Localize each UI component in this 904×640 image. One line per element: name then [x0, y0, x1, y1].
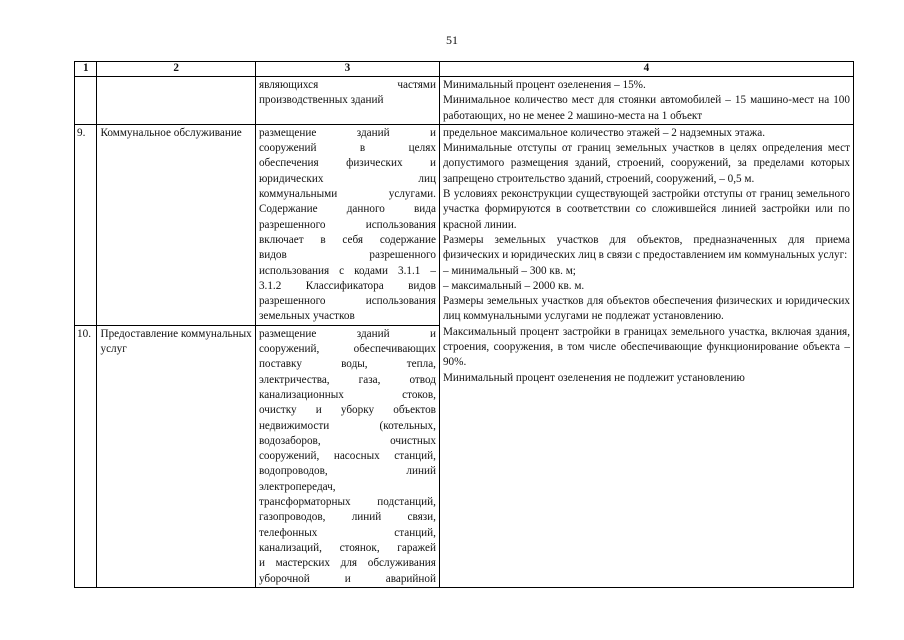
table-row	[75, 77, 854, 125]
parameter-text: Размеры земельных участков для объектов, предназначенных для приема физических и юридических лиц в связи с предоставлением им коммунальных услуг:	[442, 233, 850, 262]
description-line: размещение зданий и	[258, 126, 436, 139]
table-row	[75, 124, 854, 325]
description-line: юридических лиц	[258, 172, 436, 185]
parameter-text: Минимальные отступы от границ земельных участков в целях определения мест допустимого размещения зданий, строений, сооружений, за пределами которых запрещено строительство зданий, строений, сооружений, – 0,5 м.	[442, 142, 850, 185]
permitted-use-table	[74, 61, 854, 588]
description-line: трансформаторных подстанций,	[258, 496, 436, 509]
description-line: включает в себя содержание	[258, 233, 436, 246]
description-line: использования с кодами 3.1.1 –	[258, 264, 436, 277]
description-line: канализаций, стоянок, гаражей	[258, 541, 436, 554]
description-line: размещение зданий и	[258, 327, 436, 340]
description-line: видов разрешенного	[258, 249, 436, 262]
description-line: и мастерских для обслуживания	[258, 557, 436, 570]
description-line: земельных участков	[258, 310, 355, 323]
use-name-cell: Коммунальное обслуживание	[97, 124, 255, 325]
parameter-text: Минимальное количество мест для стоянки автомобилей – 15 машино-мест на 100 работающих, но не менее 2 машино-места на 1 объект	[442, 94, 850, 122]
description-line: канализационных стоков,	[258, 388, 436, 401]
description-line: телефонных станций,	[258, 526, 436, 539]
description-line: водопроводов, линий	[258, 465, 436, 478]
parameter-text: Размеры земельных участков для объектов обеспечения физических и юридических лиц коммунальными услугами не подлежат установлению.	[442, 295, 850, 323]
header-col-3: 3	[255, 62, 439, 77]
row-number-cell	[75, 77, 97, 125]
description-line: уборочной и аварийной	[258, 572, 436, 585]
description-line: 3.1.2 Классификатора видов	[258, 279, 436, 292]
header-col-1: 1	[75, 62, 97, 77]
header-col-4: 4	[439, 62, 853, 77]
parameter-text: предельное максимальное количество этажей – 2 надземных этажа.	[442, 126, 766, 139]
header-col-2: 2	[97, 62, 255, 77]
parameter-text: Минимальный процент озеленения не подлежит установлению	[442, 371, 745, 384]
page-number: 51	[446, 33, 458, 47]
description-line: электричества, газа, отвод	[258, 373, 436, 386]
use-description-cell	[255, 325, 439, 587]
description-line: очистку и уборку объектов	[258, 404, 436, 417]
description-line: коммунальными услугами.	[258, 188, 436, 201]
use-description-cell	[255, 124, 439, 325]
dash-list-item: – максимальный – 2000 кв. м.	[442, 279, 585, 292]
use-description-cell	[255, 77, 439, 125]
description-line: сооружений, насосных станций,	[258, 450, 436, 463]
description-line: являющихся частями	[258, 79, 436, 91]
parameter-text: Максимальный процент застройки в границах земельного участка, включая здания, строения, сооружения, в том числе обеспечивающие функционирование объекта – 90%.	[442, 325, 850, 369]
description-line: водозаборов, очистных	[258, 434, 436, 447]
description-line: недвижимости (котельных,	[258, 419, 436, 432]
parameter-text: В условиях реконструкции существующей застройки отступы от границ земельного участка формируются в соответствии со сложившейся линией застройки или по красной линии.	[442, 188, 850, 231]
dash-list-item: – минимальный – 300 кв. м;	[442, 264, 576, 277]
description-line: сооружений в целях	[258, 142, 436, 155]
description-line: Содержание данного вида	[258, 203, 436, 216]
parameter-text: Минимальный процент озеленения – 15%.	[442, 79, 646, 91]
description-line: обеспечения физических и	[258, 157, 436, 170]
description-line: поставку воды, тепла,	[258, 358, 436, 371]
table-header-row	[75, 62, 854, 77]
description-line: газопроводов, линий связи,	[258, 511, 436, 524]
use-name-cell: Предоставление коммунальных услуг	[97, 325, 255, 587]
description-line: разрешенного использования	[258, 218, 436, 231]
description-line: электропередач,	[258, 480, 336, 493]
parameters-cell	[439, 77, 853, 125]
row-number-cell: 10.	[75, 325, 97, 587]
description-line: производственных зданий	[258, 94, 384, 107]
description-line: сооружений, обеспечивающих	[258, 343, 436, 356]
use-name-cell	[97, 77, 255, 125]
row-number-cell: 9.	[75, 124, 97, 325]
description-line: разрешенного использования	[258, 295, 436, 308]
parameters-cell	[439, 124, 853, 587]
